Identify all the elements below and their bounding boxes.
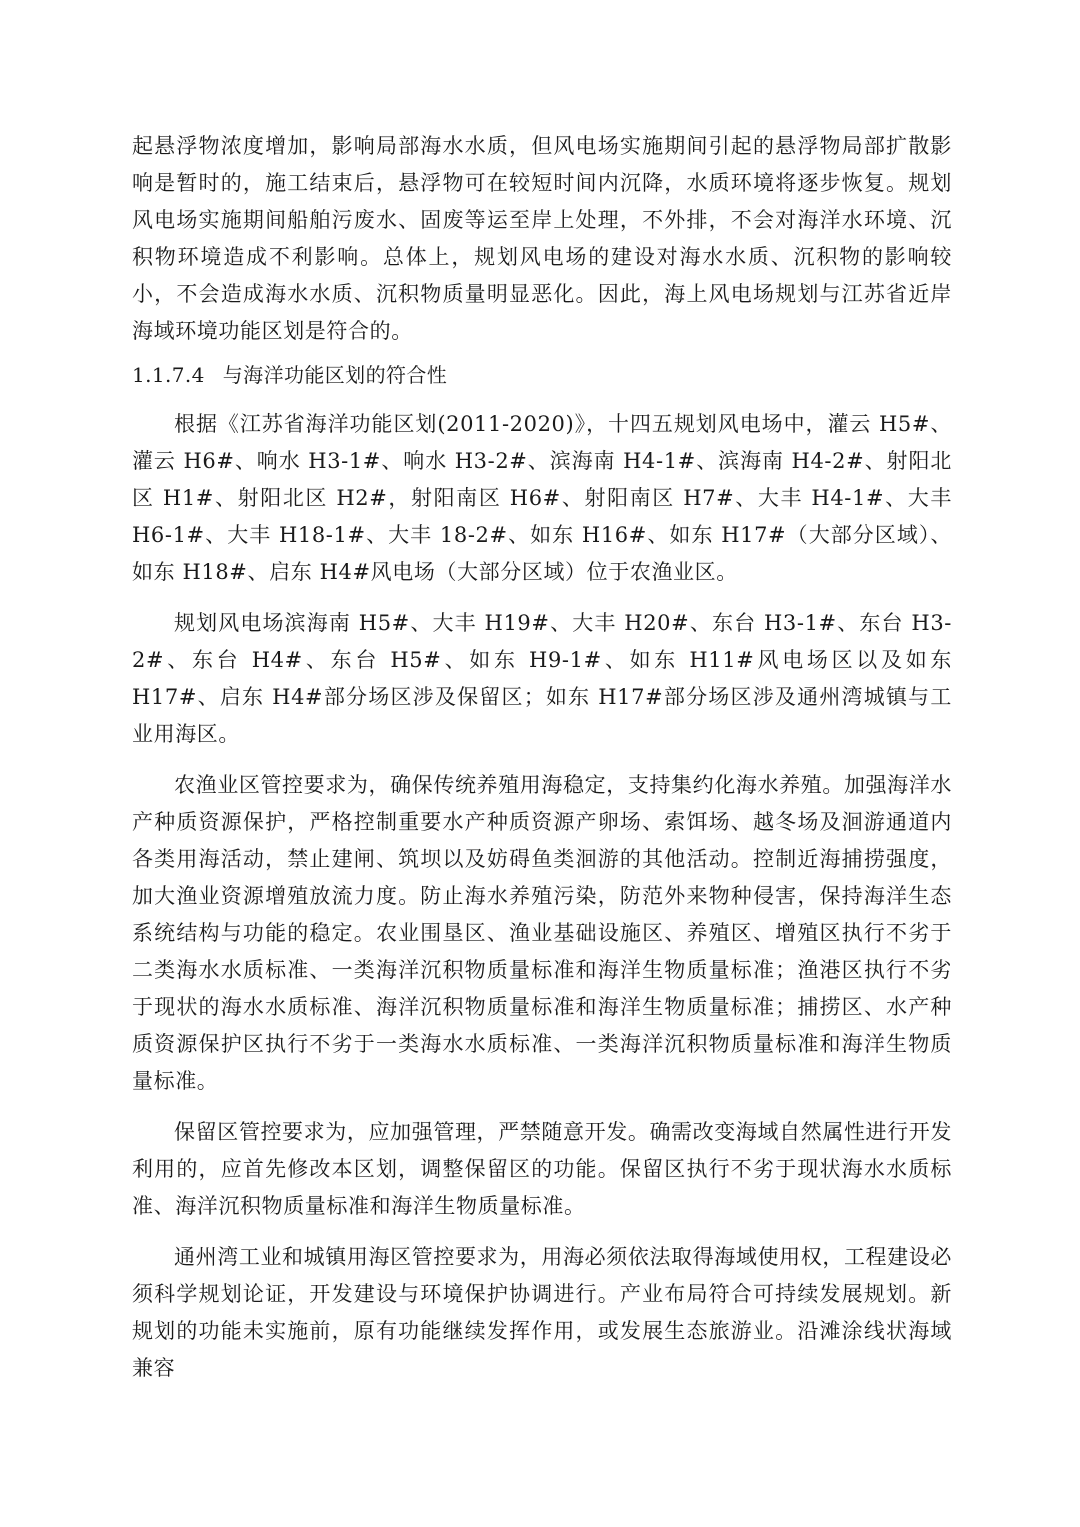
paragraph-zoning-basis: 根据《江苏省海洋功能区划(2011-2020)》，十四五规划风电场中，灌云 H5#、灌云 H6#、响水 H3-1#、响水 H3-2#、滨海南 H4-1#、滨海南 H4-2#、射阳北区 H1#、射阳北区 H2#，射阳南区 H6#、射阳南区 H7#、大丰 H4-1#、大丰 H6-1#、大丰 H18-1#、大丰 18-2#、如东 H16#、如东 H17#（大部分区域）、如东 H18#、启东 H4#风电场（大部分区域）位于农渔业区。 — [132, 412, 952, 584]
document-page — [132, 128, 952, 1387]
paragraph-agri-fishery-control: 农渔业区管控要求为，确保传统养殖用海稳定，支持集约化海水养殖。加强海洋水产种质资源保护，严格控制重要水产种质资源产卵场、索饵场、越冬场及洄游通道内各类用海活动，禁止建闸、筑坝以及妨碍鱼类洄游的其他活动。控制近海捕捞强度，加大渔业资源增殖放流力度。防止海水养殖污染，防范外来物种侵害，保持海洋生态系统结构与功能的稳定。农业围垦区、渔业基础设施区、养殖区、增殖区执行不劣于二类海水水质标准、一类海洋沉积物质量标准和海洋生物质量标准；渔港区执行不劣于现状的海水水质标准、海洋沉积物质量标准和海洋生物质量标准；捕捞区、水产种质资源保护区执行不劣于一类海水水质标准、一类海洋沉积物质量标准和海洋生物质量标准。 — [132, 773, 952, 1093]
paragraph-continuation: 起悬浮物浓度增加，影响局部海水水质，但风电场实施期间引起的悬浮物局部扩散影响是暂时的，施工结束后，悬浮物可在较短时间内沉降，水质环境将逐步恢复。规划风电场实施期间船舶污废水、固废等运至岸上处理，不外排，不会对海洋水环境、沉积物环境造成不利影响。总体上，规划风电场的建设对海水水质、沉积物的影响较小，不会造成海水水质、沉积物质量明显恶化。因此，海上风电场规划与江苏省近岸海域环境功能区划是符合的。 — [132, 134, 952, 343]
section-title: 与海洋功能区划的符合性 — [222, 363, 448, 387]
paragraph-tongzhou-bay-control: 通州湾工业和城镇用海区管控要求为，用海必须依法取得海域使用权，工程建设必须科学规划论证，开发建设与环境保护协调进行。产业布局符合可持续发展规划。新规划的功能未实施前，原有功能继续发挥作用，或发展生态旅游业。沿滩涂线状海域兼容 — [132, 1245, 952, 1380]
section-heading — [132, 358, 952, 392]
section-number: 1.1.7.4 — [132, 363, 205, 387]
paragraph-reserved-area: 规划风电场滨海南 H5#、大丰 H19#、大丰 H20#、东台 H3-1#、东台 H3-2#、东台 H4#、东台 H5#、如东 H9-1#、如东 H11#风电场区以及如东 H17#、启东 H4#部分场区涉及保留区；如东 H17#部分场区涉及通州湾城镇与工业用海区。 — [132, 611, 952, 746]
paragraph-reserve-control: 保留区管控要求为，应加强管理，严禁随意开发。确需改变海域自然属性进行开发利用的，应首先修改本区划，调整保留区的功能。保留区执行不劣于现状海水水质标准、海洋沉积物质量标准和海洋生物质量标准。 — [132, 1120, 952, 1218]
